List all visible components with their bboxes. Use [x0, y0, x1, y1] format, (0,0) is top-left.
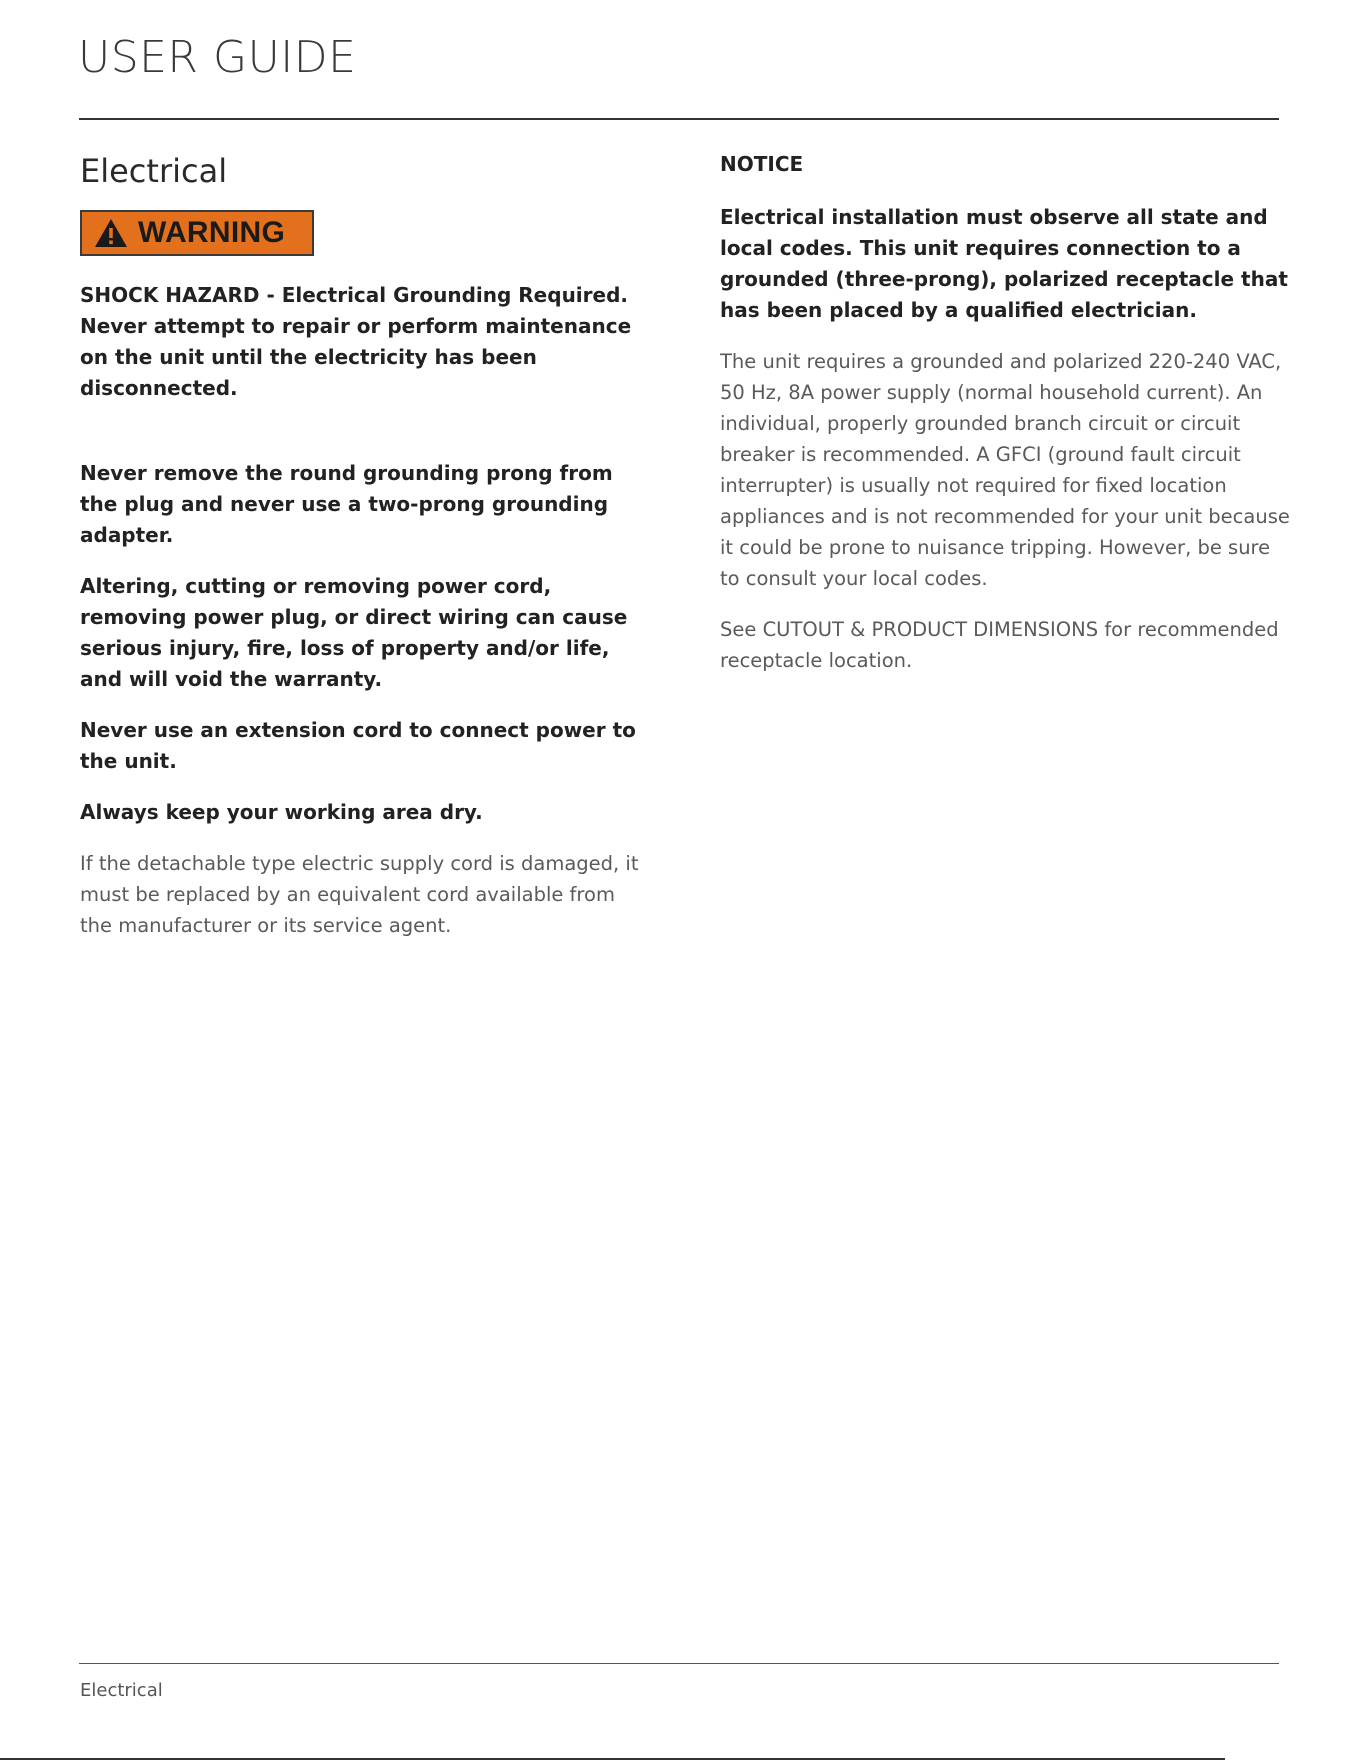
notice-text: Electrical installation must observe all state and local codes. This unit requires connection to a grounded (three-prong), polarized receptacle that has been placed by a qualified electrician. [720, 205, 1288, 322]
footer-section-label: Electrical [80, 1680, 163, 1701]
warning-triangle-icon [94, 218, 128, 248]
right-column [720, 140, 1290, 696]
shock-hazard-text: SHOCK HAZARD - Electrical Grounding Required. Never attempt to repair or perform maintenance on the unit until the electricity has been disconnected. [80, 283, 632, 401]
notice-title: NOTICE [720, 152, 804, 176]
warning-badge [80, 210, 314, 256]
page-bottom-edge [0, 1758, 1225, 1760]
warning-label: WARNING [138, 216, 286, 250]
dry-area-text: Always keep your working area dry. [80, 800, 483, 825]
left-column [80, 140, 650, 961]
power-cord-warning-text: Altering, cutting or removing power cord, removing power plug, or direct wiring can cause serious injury, fire, loss of property and/or life, and will void the warranty. [80, 574, 628, 692]
header-divider [79, 118, 1279, 120]
footer-divider [79, 1663, 1279, 1664]
power-requirements-text: The unit requires a grounded and polarized 220-240 VAC, 50 Hz, 8A power supply (normal household current). An individual, properly grounded branch circuit or circuit breaker is recommended. A GFCI (ground fault circuit interrupter) is usually not required for fixed location appliances and is not recommended for your unit because it could be prone to nuisance tripping. However, be sure to consult your local codes. [720, 350, 1290, 590]
extension-cord-text: Never use an extension cord to connect power to the unit. [80, 718, 636, 774]
page-header-title: USER GUIDE [78, 32, 357, 83]
section-title: Electrical [80, 152, 228, 190]
grounding-prong-text: Never remove the round grounding prong from the plug and never use a two-prong grounding adapter. [80, 461, 613, 548]
dimensions-reference-text: See CUTOUT & PRODUCT DIMENSIONS for recommended receptacle location. [720, 618, 1279, 672]
supply-cord-note: If the detachable type electric supply cord is damaged, it must be replaced by an equivalent cord available from the manufacturer or its service agent. [80, 852, 639, 938]
